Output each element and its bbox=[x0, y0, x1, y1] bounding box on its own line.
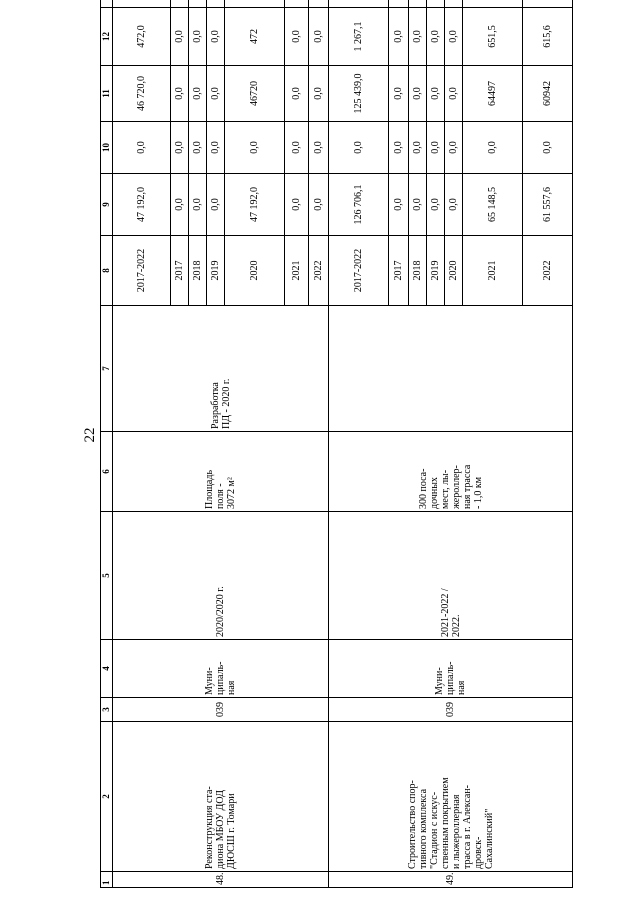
total-cost-cell: 0,0 bbox=[409, 174, 427, 236]
ownership-cell: Муни- ципаль- ная bbox=[113, 640, 329, 698]
federal-funds-cell: 0,0 bbox=[389, 122, 409, 174]
column-number: 12 bbox=[101, 8, 113, 66]
other-funds-cell bbox=[113, 0, 171, 8]
total-cost-cell: 0,0 bbox=[389, 174, 409, 236]
capacity-cell: Площадь поля - 3072 м² bbox=[113, 432, 329, 512]
column-number: 11 bbox=[101, 66, 113, 122]
year-cell: 2019 bbox=[427, 236, 445, 306]
regional-funds-cell: 0,0 bbox=[285, 66, 309, 122]
total-cost-cell: 47 192,0 bbox=[113, 174, 171, 236]
local-funds-cell: 651,5 bbox=[463, 8, 523, 66]
code-cell: 039 bbox=[113, 698, 329, 722]
year-cell: 2019 bbox=[207, 236, 225, 306]
local-funds-cell: 472 bbox=[225, 8, 285, 66]
total-cost-cell: 0,0 bbox=[309, 174, 329, 236]
local-funds-cell: 0,0 bbox=[409, 8, 427, 66]
total-cost-cell: 61 557,6 bbox=[523, 174, 573, 236]
year-cell: 2021 bbox=[463, 236, 523, 306]
page-number: 22 bbox=[82, 427, 98, 443]
regional-funds-cell: 0,0 bbox=[427, 66, 445, 122]
total-cost-cell: 126 706,1 bbox=[329, 174, 389, 236]
other-funds-cell bbox=[207, 0, 225, 8]
year-cell: 2017 bbox=[389, 236, 409, 306]
total-cost-cell: 0,0 bbox=[207, 174, 225, 236]
other-funds-cell bbox=[285, 0, 309, 8]
federal-funds-cell: 0,0 bbox=[225, 122, 285, 174]
year-cell: 2021 bbox=[285, 236, 309, 306]
federal-funds-cell: 0,0 bbox=[171, 122, 189, 174]
other-funds-cell bbox=[189, 0, 207, 8]
local-funds-cell: 0,0 bbox=[445, 8, 463, 66]
column-number: 3 bbox=[101, 698, 113, 722]
year-cell: 2017-2022 bbox=[113, 236, 171, 306]
column-number: 1 bbox=[101, 872, 113, 888]
local-funds-cell: 615,6 bbox=[523, 8, 573, 66]
column-number: 10 bbox=[101, 122, 113, 174]
column-number: 7 bbox=[101, 306, 113, 432]
design-status-cell bbox=[329, 306, 573, 432]
column-number bbox=[101, 0, 113, 8]
regional-funds-cell: 0,0 bbox=[445, 66, 463, 122]
federal-funds-cell: 0,0 bbox=[189, 122, 207, 174]
regional-funds-cell: 46720 bbox=[225, 66, 285, 122]
other-funds-cell bbox=[329, 0, 389, 8]
federal-funds-cell: 0,0 bbox=[523, 122, 573, 174]
column-number: 9 bbox=[101, 174, 113, 236]
object-name-cell: Строительство спор- тивного комплекса "Стадион с искус- ственным покрытием и лыжероллерная трасса в г. Алексан- дровск- Сахалинский" bbox=[329, 722, 573, 872]
local-funds-cell: 0,0 bbox=[285, 8, 309, 66]
year-cell: 2017-2022 bbox=[329, 236, 389, 306]
total-cost-cell: 0,0 bbox=[171, 174, 189, 236]
other-funds-cell bbox=[463, 0, 523, 8]
objects-table bbox=[100, 0, 573, 888]
column-number-row bbox=[101, 0, 113, 888]
other-funds-cell bbox=[427, 0, 445, 8]
other-funds-cell bbox=[409, 0, 427, 8]
column-number: 5 bbox=[101, 512, 113, 640]
year-cell: 2020 bbox=[225, 236, 285, 306]
rotated-table-container bbox=[100, 18, 553, 888]
year-cell: 2017 bbox=[171, 236, 189, 306]
column-number: 8 bbox=[101, 236, 113, 306]
total-cost-cell: 0,0 bbox=[427, 174, 445, 236]
local-funds-cell: 0,0 bbox=[189, 8, 207, 66]
local-funds-cell: 0,0 bbox=[171, 8, 189, 66]
table-row bbox=[329, 0, 389, 888]
local-funds-cell: 1 267,1 bbox=[329, 8, 389, 66]
design-status-cell: Разработка ПД - 2020 г. bbox=[113, 306, 329, 432]
column-number: 6 bbox=[101, 432, 113, 512]
object-name-cell: Реконструкция ста- диона МБОУ ДОД ДЮСШ г. Томари bbox=[113, 722, 329, 872]
column-number: 2 bbox=[101, 722, 113, 872]
regional-funds-cell: 0,0 bbox=[309, 66, 329, 122]
capacity-cell: 300 поса- дочных мест, лы- жероллер- ная трасса - 1,0 км bbox=[329, 432, 573, 512]
other-funds-cell bbox=[309, 0, 329, 8]
total-cost-cell: 47 192,0 bbox=[225, 174, 285, 236]
regional-funds-cell: 0,0 bbox=[207, 66, 225, 122]
other-funds-cell bbox=[445, 0, 463, 8]
construction-period-cell: 2020/2020 г. bbox=[113, 512, 329, 640]
federal-funds-cell: 0,0 bbox=[285, 122, 309, 174]
other-funds-cell bbox=[225, 0, 285, 8]
code-cell: 039 bbox=[329, 698, 573, 722]
year-cell: 2022 bbox=[309, 236, 329, 306]
local-funds-cell: 472,0 bbox=[113, 8, 171, 66]
federal-funds-cell: 0,0 bbox=[113, 122, 171, 174]
federal-funds-cell: 0,0 bbox=[427, 122, 445, 174]
regional-funds-cell: 64497 bbox=[463, 66, 523, 122]
other-funds-cell bbox=[523, 0, 573, 8]
year-cell: 2018 bbox=[409, 236, 427, 306]
regional-funds-cell: 60942 bbox=[523, 66, 573, 122]
table-row bbox=[113, 0, 171, 888]
total-cost-cell: 0,0 bbox=[189, 174, 207, 236]
total-cost-cell: 65 148,5 bbox=[463, 174, 523, 236]
total-cost-cell: 0,0 bbox=[285, 174, 309, 236]
column-number: 4 bbox=[101, 640, 113, 698]
year-cell: 2018 bbox=[189, 236, 207, 306]
regional-funds-cell: 0,0 bbox=[189, 66, 207, 122]
other-funds-cell bbox=[171, 0, 189, 8]
row-number-cell: 48. bbox=[113, 872, 329, 888]
total-cost-cell: 0,0 bbox=[445, 174, 463, 236]
local-funds-cell: 0,0 bbox=[427, 8, 445, 66]
local-funds-cell: 0,0 bbox=[207, 8, 225, 66]
local-funds-cell: 0,0 bbox=[309, 8, 329, 66]
ownership-cell: Муни- ципаль- ная bbox=[329, 640, 573, 698]
row-number-cell: 49. bbox=[329, 872, 573, 888]
regional-funds-cell: 125 439,0 bbox=[329, 66, 389, 122]
federal-funds-cell: 0,0 bbox=[445, 122, 463, 174]
federal-funds-cell: 0,0 bbox=[463, 122, 523, 174]
regional-funds-cell: 0,0 bbox=[389, 66, 409, 122]
regional-funds-cell: 0,0 bbox=[171, 66, 189, 122]
construction-period-cell: 2021-2022 / 2022. bbox=[329, 512, 573, 640]
year-cell: 2020 bbox=[445, 236, 463, 306]
federal-funds-cell: 0,0 bbox=[207, 122, 225, 174]
local-funds-cell: 0,0 bbox=[389, 8, 409, 66]
federal-funds-cell: 0,0 bbox=[329, 122, 389, 174]
year-cell: 2022 bbox=[523, 236, 573, 306]
federal-funds-cell: 0,0 bbox=[309, 122, 329, 174]
other-funds-cell bbox=[389, 0, 409, 8]
federal-funds-cell: 0,0 bbox=[409, 122, 427, 174]
regional-funds-cell: 46 720,0 bbox=[113, 66, 171, 122]
regional-funds-cell: 0,0 bbox=[409, 66, 427, 122]
